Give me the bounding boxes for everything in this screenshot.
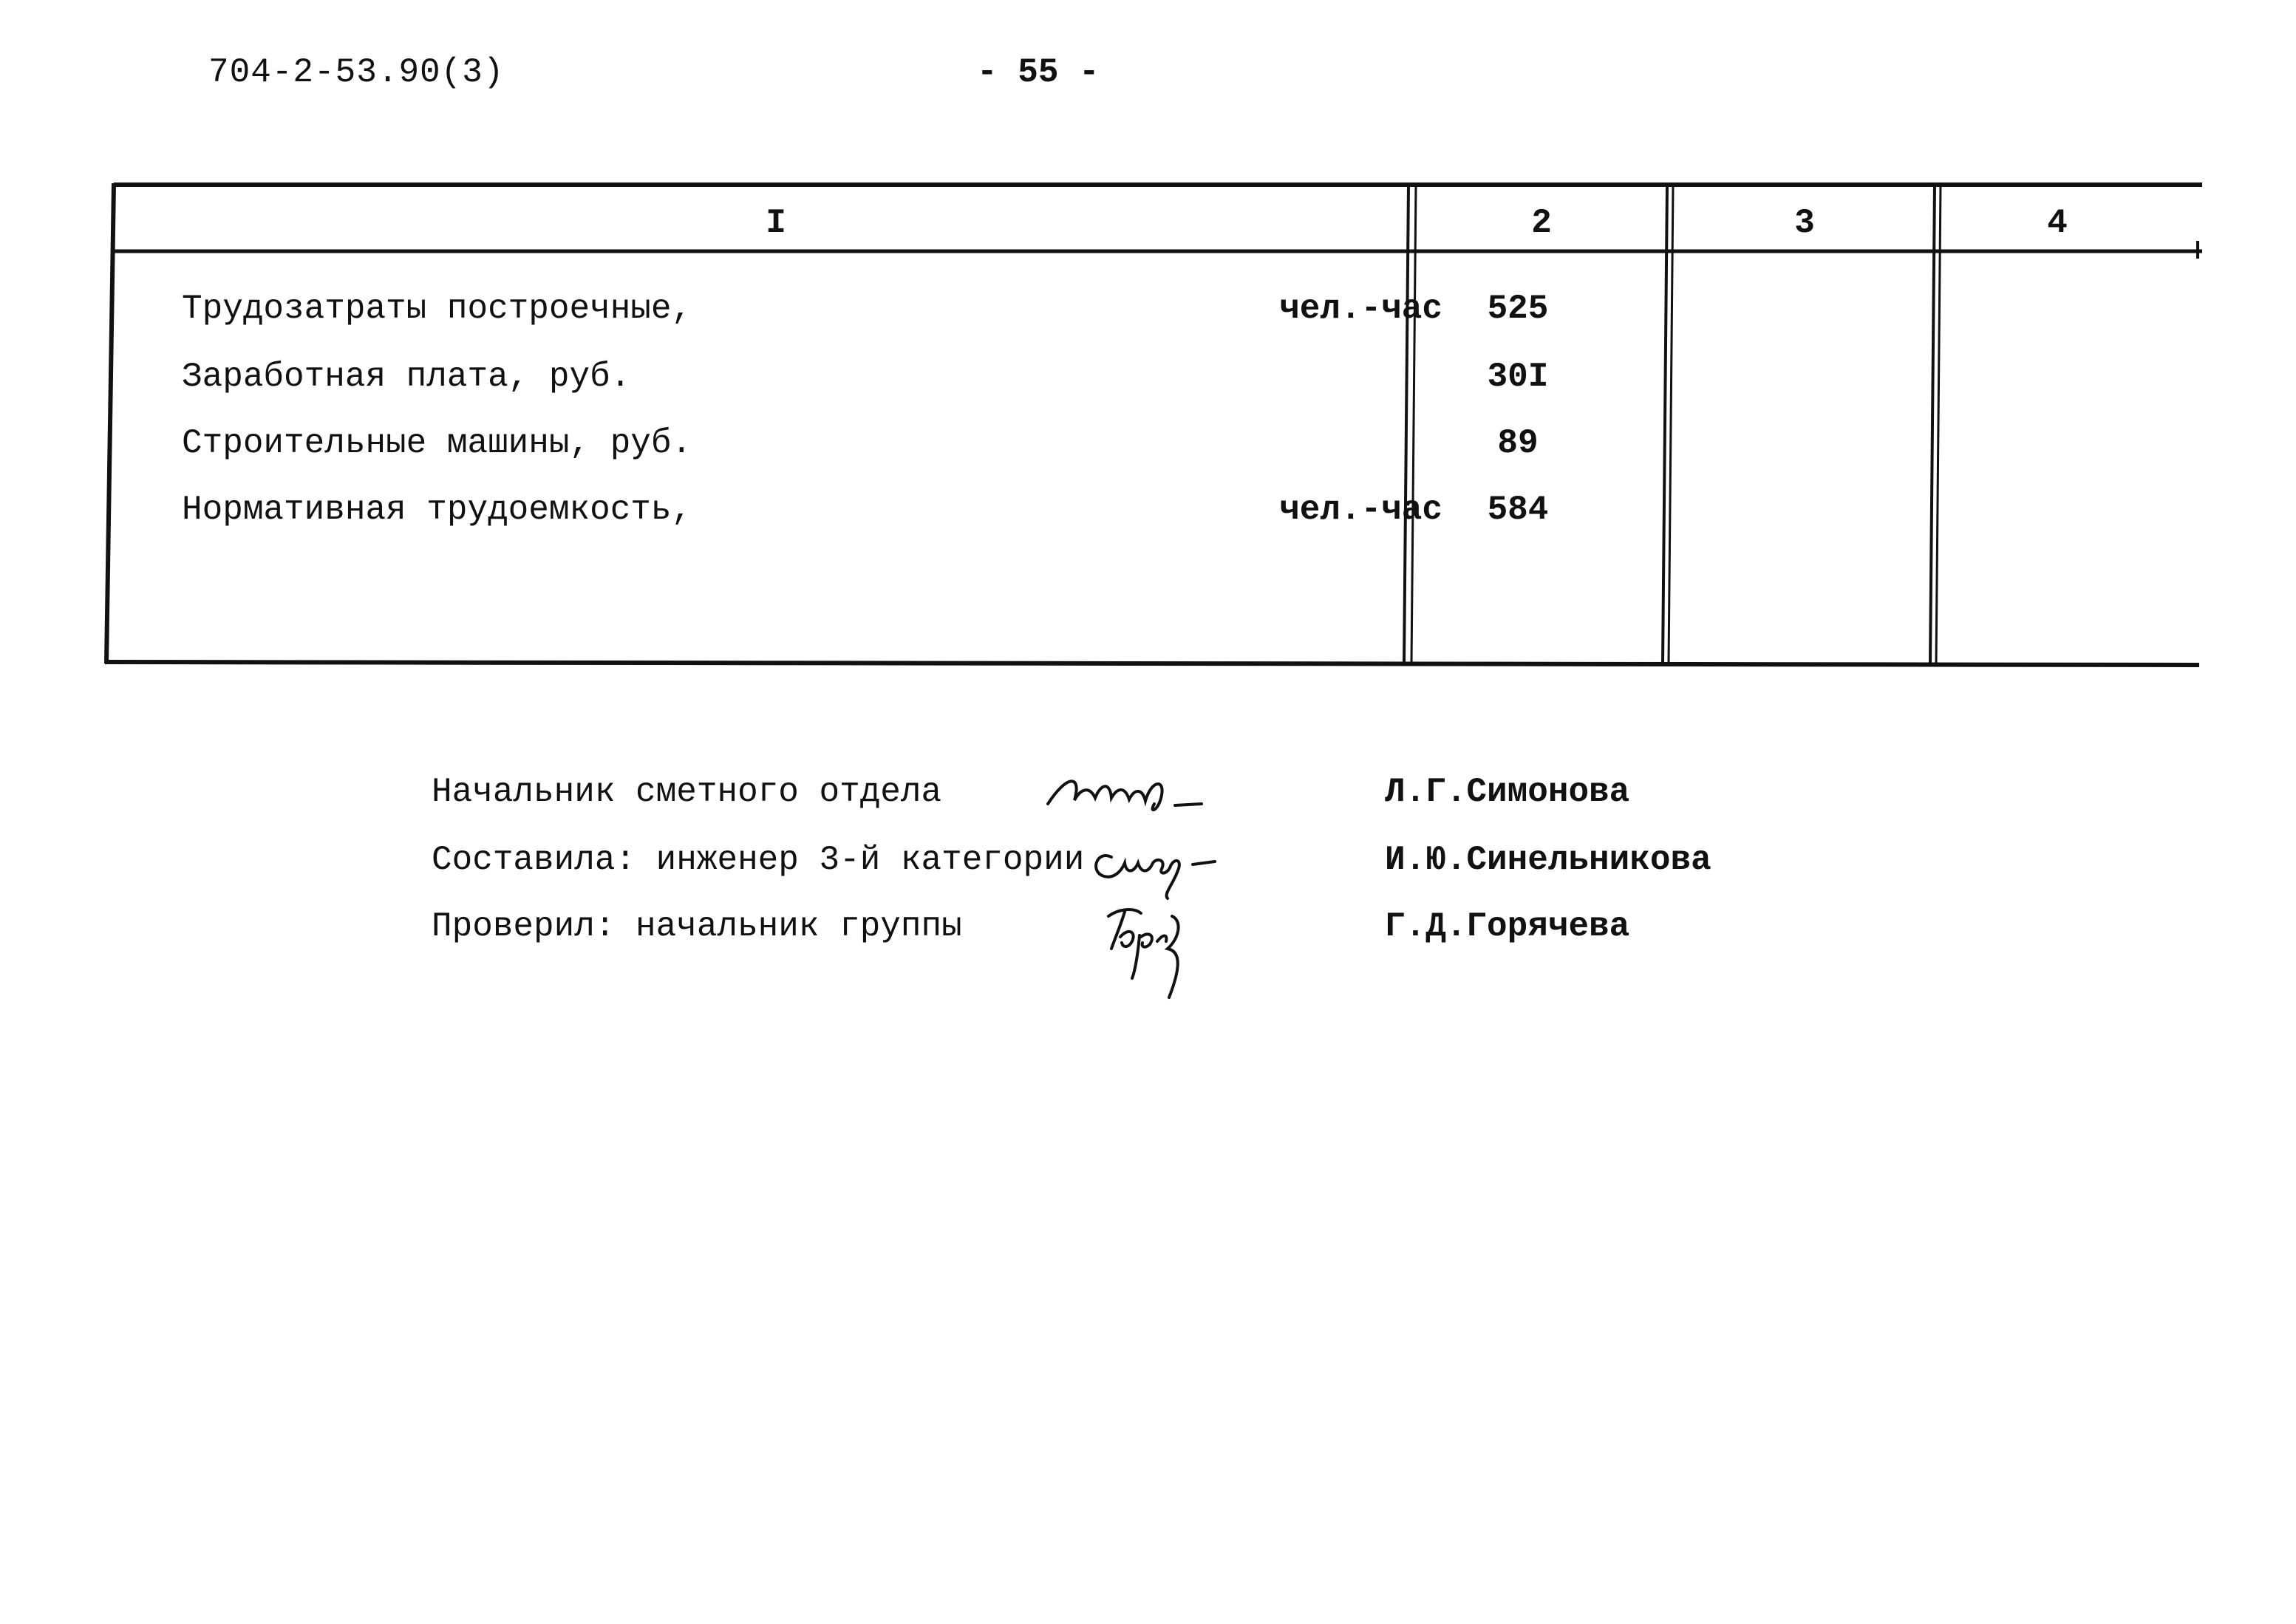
- document-code: 704-2-53.90(3): [208, 53, 505, 92]
- table-row-value: 525: [1487, 290, 1549, 328]
- column-header-3: 3: [1794, 204, 1815, 242]
- page-number: - 55 -: [977, 53, 1100, 92]
- table-row-label: Заработная плата, руб.: [182, 358, 631, 396]
- table-row-value: 89: [1497, 424, 1539, 463]
- signature-row: [432, 767, 1983, 826]
- handwritten-signature-1: [1038, 760, 1289, 826]
- signature-name: Г.Д.Горячева: [1385, 907, 1630, 946]
- handwritten-signature-3: [1038, 894, 1289, 1005]
- column-header-2: 2: [1531, 204, 1552, 242]
- signature-role: Проверил: начальник группы: [432, 907, 962, 946]
- table-row-value: 30I: [1487, 358, 1549, 396]
- table-row-label: Нормативная трудоемкость,: [182, 491, 692, 529]
- signature-block: [432, 761, 1983, 1012]
- signature-role: Начальник сметного отдела: [432, 773, 942, 811]
- column-header-4: 4: [2047, 204, 2068, 242]
- signature-name: Л.Г.Симонова: [1385, 773, 1630, 811]
- signature-row: [432, 901, 1983, 961]
- table-row-label: Строительные машины, руб.: [182, 424, 692, 463]
- table-row-unit: чел.-час: [1279, 290, 1442, 328]
- signature-role: Составила: инженер 3-й категории: [432, 841, 1085, 879]
- signature-row: [432, 835, 1983, 894]
- column-header-1: I: [766, 204, 786, 242]
- table-row-unit: чел.-час: [1279, 491, 1442, 529]
- summary-table: [103, 182, 2202, 668]
- signature-name: И.Ю.Синельникова: [1385, 841, 1711, 879]
- table-row-value: 584: [1487, 491, 1549, 529]
- table-row-label: Трудозатраты построечные,: [182, 290, 692, 328]
